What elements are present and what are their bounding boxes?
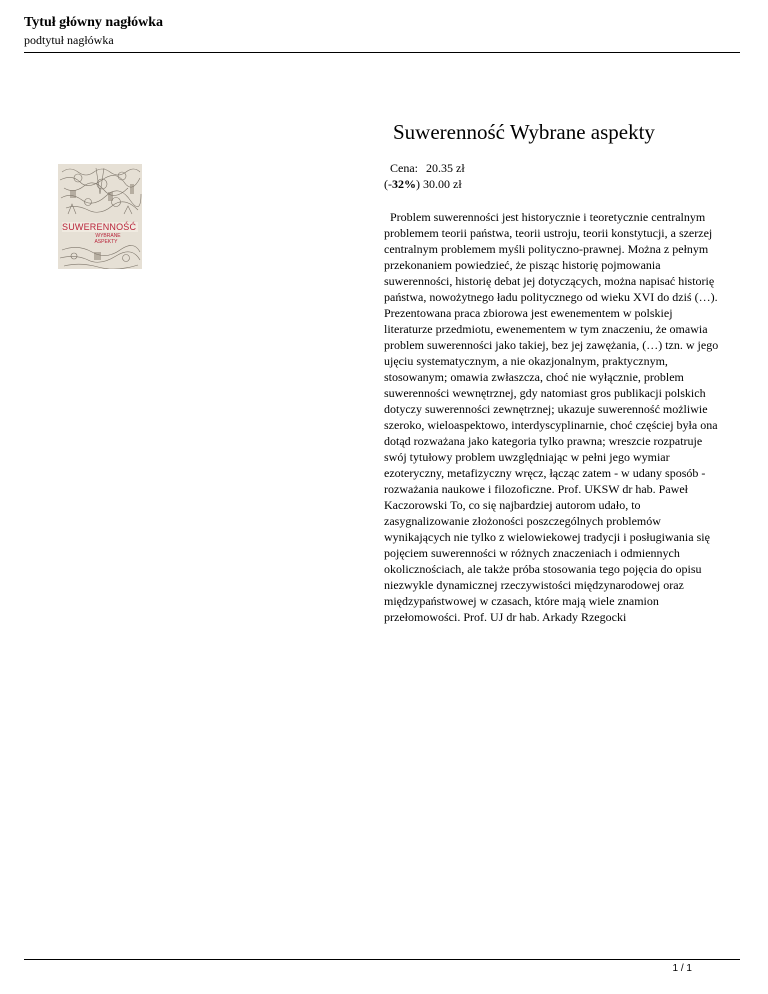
current-price: 20.35 zł: [426, 161, 465, 175]
book-cover-image: [58, 164, 142, 269]
discount-close: ): [416, 177, 420, 191]
price-label: Cena:: [390, 161, 418, 175]
header-title: Tytuł główny nagłówka: [24, 15, 163, 30]
header-subtitle: podtytuł nagłówka: [24, 33, 114, 47]
header-divider: [24, 52, 740, 53]
old-price: 30.00 zł: [423, 177, 462, 191]
cover-illustration: [58, 164, 142, 269]
cover-subtitle-line2: ASPEKTY: [94, 239, 118, 245]
page-header: [24, 14, 740, 48]
discount-open: (-: [384, 177, 392, 191]
discount-percent: 32%: [392, 177, 416, 191]
product-description: Problem suwerenności jest historycznie i teoretycznie centralnym problemem teorii państwa, teorii ustroju, teorii konstytucji, a szerzej centralnym problemem myśli polityczno-prawnej. Można z pełnym przekonaniem powiedzieć, że pisząc historię pojmowania suwerenności, historię debat jej dotyczących, można napisać historię państwa, nowożytnego ładu politycznego od wieku XVI do dziś (…). Prezentowana praca zbiorowa jest ewenementem w polskiej literaturze przedmiotu, ewenementem w tym znaczeniu, że omawia problem suwerenności jako takiej, bez jej zawężania, (…) tzn. w jego ujęciu systematycznym, a nie okazjonalnym, praktycznym, stosowanym; omawia zwłaszcza, choć nie wyłącznie, problem suwerenności wewnętrznej, gdy natomiast gros publikacji polskich dotyczy suwerenności zewnętrznej; ukazuje suwerenność możliwie szeroko, wieloaspektowo, interdyscyplinarnie, choć częściej była ona dotąd rozważana jako kategoria tylko prawna; wreszcie rozpatruje swój tytułowy problem uwzględniając w pełni jego wymiar ezoteryczny, metafizyczny wręcz, łącząc zatem - w udany sposób - rozważania naukowe i filozoficzne. Prof. UKSW dr hab. Paweł Kaczorowski To, co się najbardziej autorom udało, to zasygnalizowanie złożoności poszczególnych problemów wynikających nie tylko z wielowiekowej tradycji i posługiwania się pojęciem suwerenności w różnych znaczeniach i odmiennych okolicznościach, ale także próba stosowania tego pojęcia do opisu niezwykle dynamicznej rzeczywistości międzynarodowej oraz międzypaństwowej w czasach, które mają wiele znamion przełomowości. Prof. UJ dr hab. Arkady Rzegocki: [384, 210, 719, 624]
page-number: 1 / 1: [672, 963, 692, 974]
cover-subtitle-line1: WYBRANE: [95, 233, 121, 239]
current-price-row: [384, 160, 465, 176]
price-block: [384, 160, 465, 192]
footer-divider: [24, 959, 740, 960]
cover-title-text: SUWERENNOŚĆ: [62, 222, 137, 232]
old-price-row: [384, 176, 465, 192]
product-title: Suwerenność Wybrane aspekty: [393, 120, 655, 144]
